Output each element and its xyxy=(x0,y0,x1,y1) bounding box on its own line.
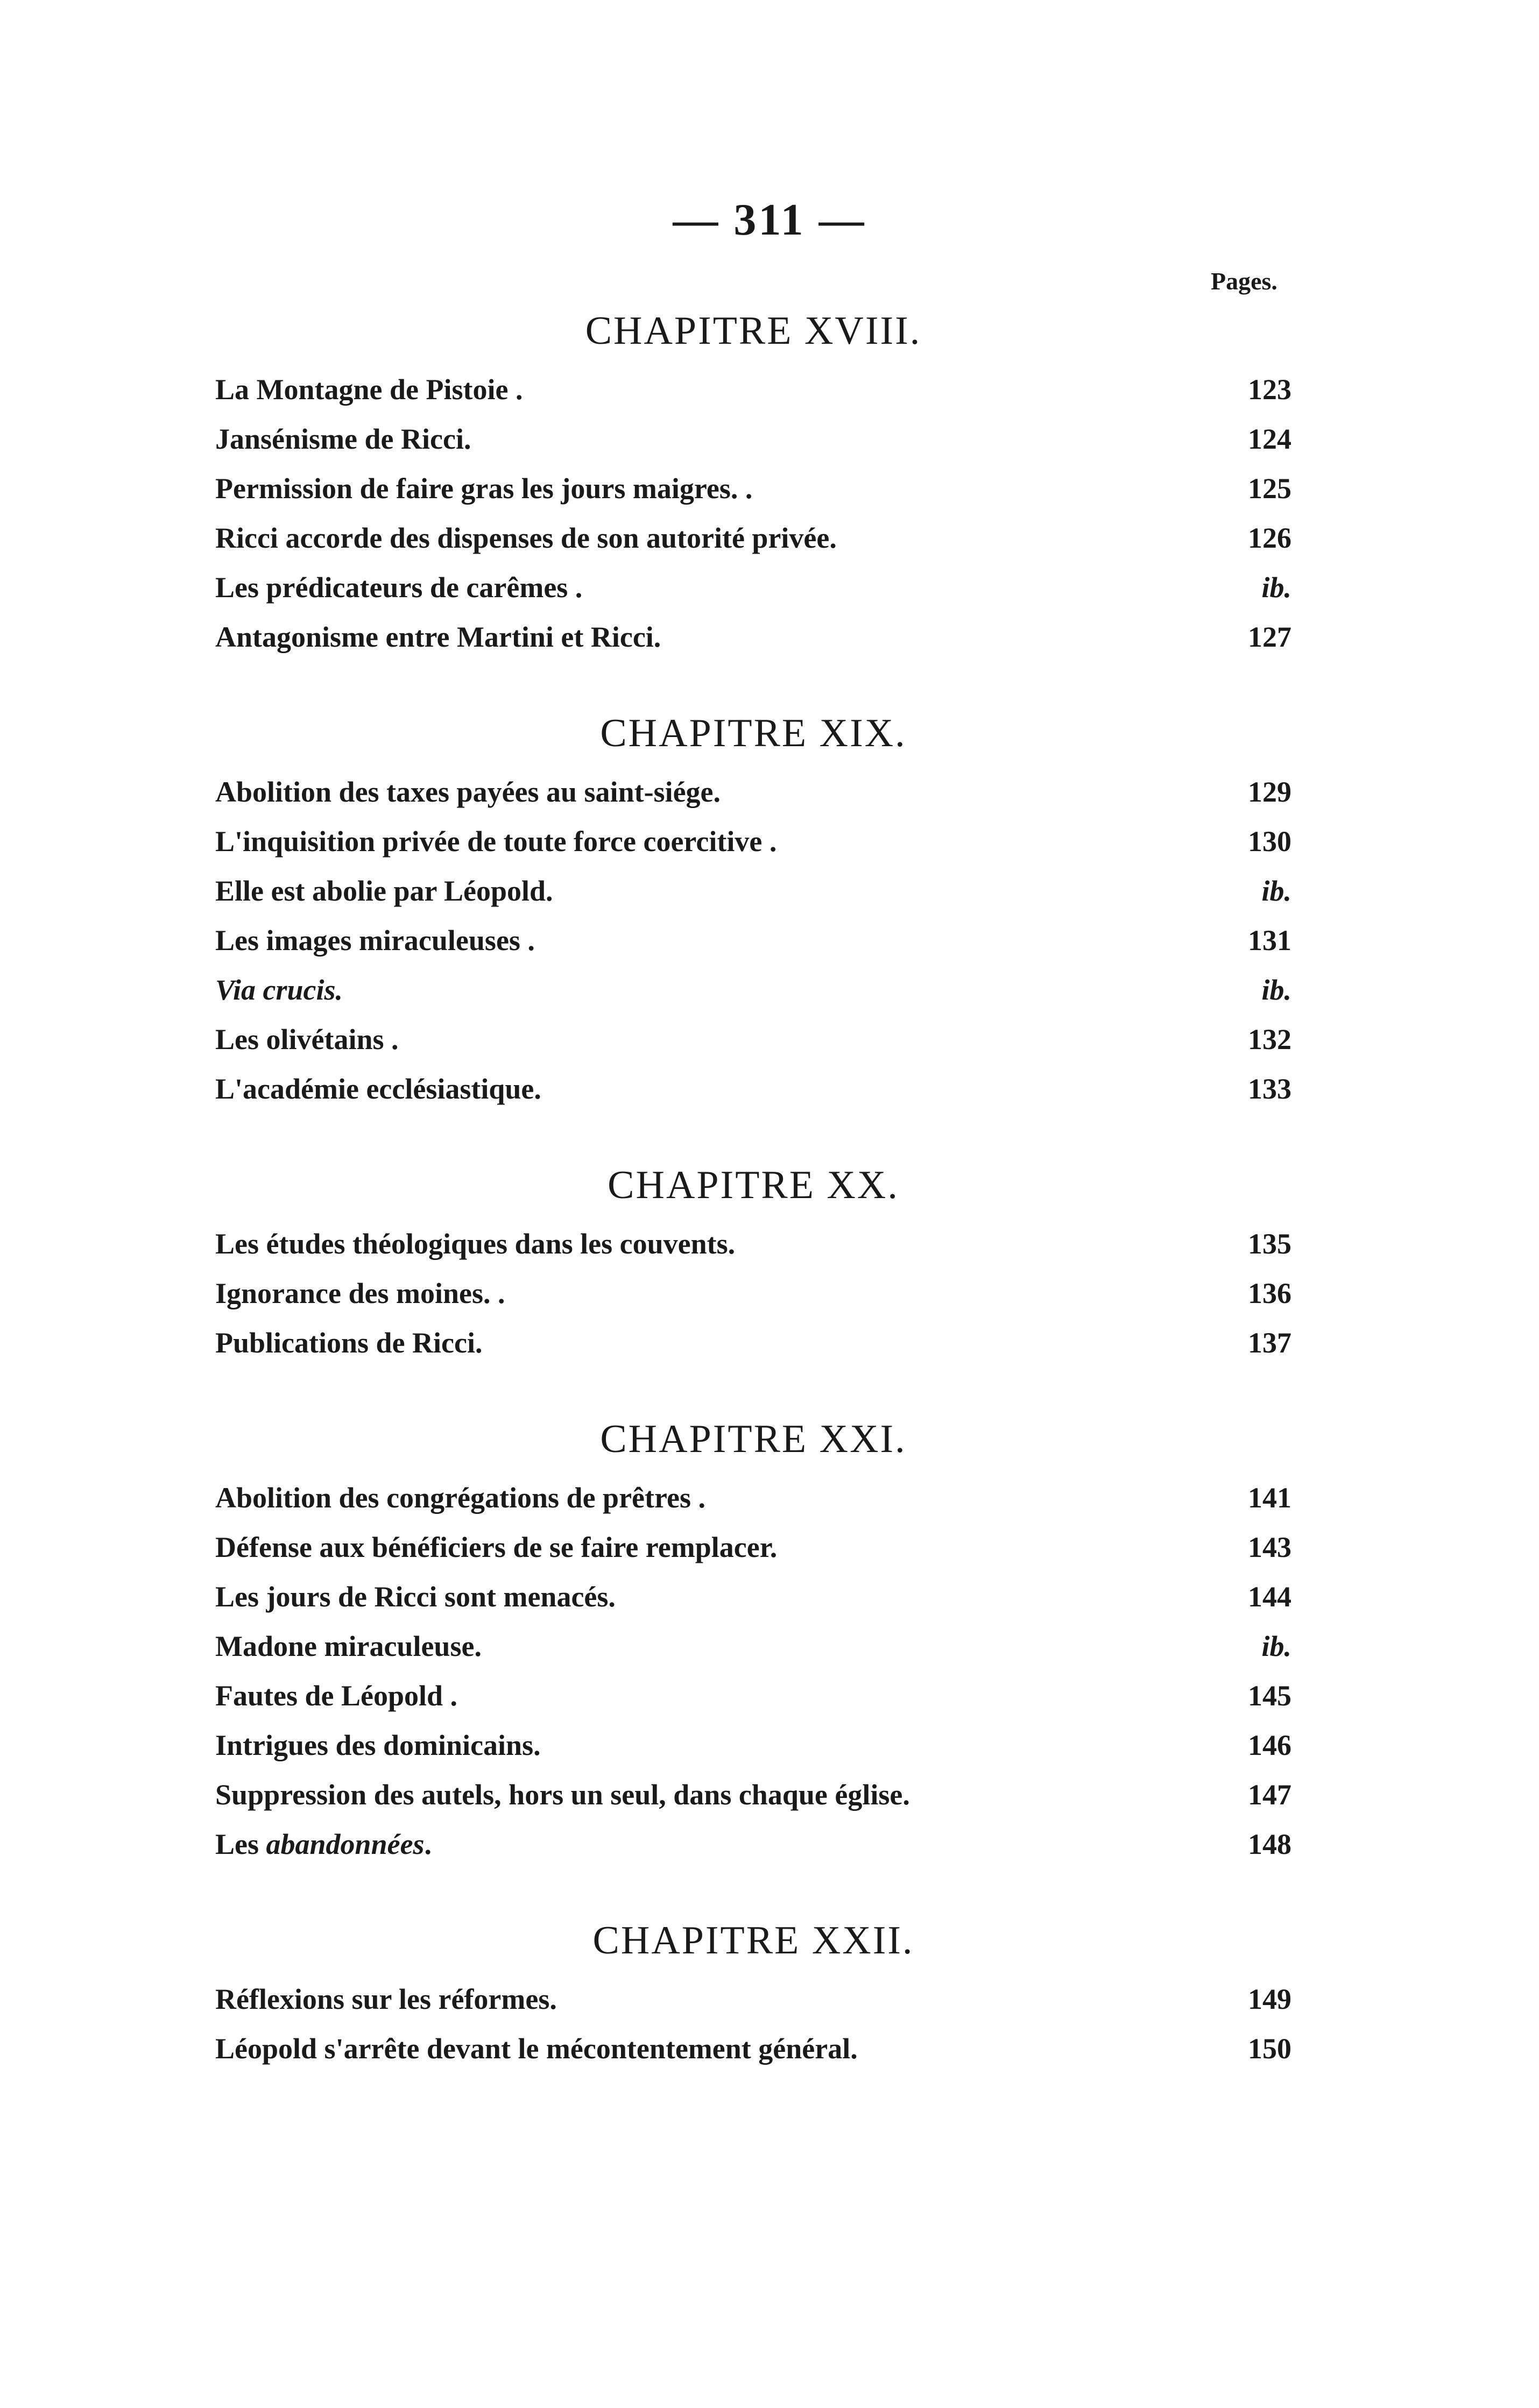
toc-entry xyxy=(215,365,1291,414)
toc-entry xyxy=(215,1219,1291,1269)
entry-title: Jansénisme de Ricci. xyxy=(215,423,471,455)
dot-leader xyxy=(711,1483,1213,1512)
entry-page: 149 xyxy=(1248,1983,1291,2015)
entry-title: L'inquisition privée de toute force coercitive . xyxy=(215,825,777,858)
entry-title: Les jours de Ricci sont menacés. xyxy=(215,1581,616,1613)
toc-entry xyxy=(215,866,1291,916)
entry-title: Ignorance des moines. . xyxy=(215,1277,505,1309)
toc-entry xyxy=(215,464,1291,513)
dot-leader xyxy=(842,523,1213,552)
entry-title: L'académie ecclésiastique. xyxy=(215,1073,541,1105)
toc-entry xyxy=(215,817,1291,866)
entry-page: 126 xyxy=(1248,522,1291,554)
chapter-title: CHAPITRE XXI. xyxy=(600,1417,907,1461)
entry-page: 123 xyxy=(1248,373,1291,406)
pages-column-label: Pages. xyxy=(1211,267,1277,295)
dot-leader xyxy=(547,1074,1213,1103)
dot-leader xyxy=(437,1829,1213,1858)
dot-leader xyxy=(528,374,1213,403)
entry-page: 125 xyxy=(1248,472,1291,505)
entry-title: Les olivétains . xyxy=(215,1023,399,1056)
entry-page: 147 xyxy=(1248,1779,1291,1811)
entry-title: Les prédicateurs de carêmes . xyxy=(215,571,583,604)
toc-entry xyxy=(215,1671,1291,1720)
toc-entry xyxy=(215,563,1291,612)
table-of-contents xyxy=(215,301,1291,2073)
entry-title: Les abandonnées. xyxy=(215,1828,432,1860)
entry-page: 145 xyxy=(1248,1680,1291,1712)
dot-leader xyxy=(666,622,1213,651)
chapter-xxii xyxy=(215,1911,1291,2073)
entry-title: Défense aux bénéficiers de se faire remplacer. xyxy=(215,1531,778,1563)
chapter-title: CHAPITRE XVIII. xyxy=(585,309,922,353)
entry-page: 148 xyxy=(1248,1828,1291,1860)
entry-title: Les études théologiques dans les couvents. xyxy=(215,1228,736,1260)
dot-leader xyxy=(863,2034,1213,2063)
toc-entry xyxy=(215,1318,1291,1368)
entry-page: 150 xyxy=(1248,2032,1291,2065)
entry-title: Léopold s'arrête devant le mécontentement général. xyxy=(215,2032,858,2065)
entry-title: Intrigues des dominicains. xyxy=(215,1729,541,1761)
entry-title: Les images miraculeuses . xyxy=(215,924,535,957)
toc-entry xyxy=(215,965,1291,1015)
dot-leader xyxy=(562,1984,1213,2013)
dot-leader xyxy=(726,777,1213,806)
toc-entry xyxy=(215,1015,1291,1064)
page-number: — 311 — xyxy=(673,195,866,245)
toc-entry xyxy=(215,1819,1291,1869)
dot-leader xyxy=(476,424,1213,453)
entry-page: 136 xyxy=(1248,1277,1291,1309)
toc-entry xyxy=(215,1720,1291,1770)
entry-page: 133 xyxy=(1248,1073,1291,1105)
dot-leader xyxy=(546,1730,1213,1759)
entry-title: Publications de Ricci. xyxy=(215,1327,483,1359)
dot-leader xyxy=(621,1582,1213,1611)
chapter-xx xyxy=(215,1156,1291,1368)
chapter-title: CHAPITRE XIX. xyxy=(600,711,907,755)
entry-title: Suppression des autels, hors un seul, dans chaque église. xyxy=(215,1779,910,1811)
dot-leader xyxy=(740,1229,1213,1258)
toc-entry xyxy=(215,767,1291,817)
chapter-xxi xyxy=(215,1410,1291,1869)
dot-leader xyxy=(463,1681,1213,1710)
toc-entry xyxy=(215,513,1291,563)
entry-page: 124 xyxy=(1248,423,1291,455)
entry-title: Réflexions sur les réformes. xyxy=(215,1983,557,2015)
dot-leader xyxy=(348,975,1213,1004)
chapter-xviii xyxy=(215,301,1291,662)
entry-title: Permission de faire gras les jours maigres. . xyxy=(215,472,753,505)
entry-page: ib. xyxy=(1261,1630,1291,1662)
toc-entry xyxy=(215,1473,1291,1522)
entry-title-italic: Via crucis. xyxy=(215,974,343,1006)
toc-entry xyxy=(215,612,1291,662)
entry-page: 135 xyxy=(1248,1228,1291,1260)
toc-entry xyxy=(215,2024,1291,2073)
entry-page: 132 xyxy=(1248,1023,1291,1056)
toc-entry xyxy=(215,1770,1291,1819)
toc-entry xyxy=(215,1572,1291,1621)
toc-entry xyxy=(215,916,1291,965)
entry-title xyxy=(215,965,348,1015)
toc-entry xyxy=(215,414,1291,464)
toc-entry xyxy=(215,1974,1291,2024)
entry-title: Abolition des taxes payées au saint-siége. xyxy=(215,776,721,808)
dot-leader xyxy=(782,826,1213,855)
entry-title-italic: abandonnées xyxy=(266,1828,425,1860)
entry-page: ib. xyxy=(1261,571,1291,604)
toc-entry xyxy=(215,1269,1291,1318)
entry-title: Antagonisme entre Martini et Ricci. xyxy=(215,621,661,653)
dot-leader xyxy=(915,1780,1213,1809)
dot-leader xyxy=(488,1328,1213,1357)
entry-page: 141 xyxy=(1248,1482,1291,1514)
entry-title: La Montagne de Pistoie . xyxy=(215,373,523,406)
entry-page: ib. xyxy=(1261,974,1291,1006)
toc-entry xyxy=(215,1522,1291,1572)
dot-leader xyxy=(559,876,1213,905)
toc-entry xyxy=(215,1064,1291,1114)
dot-leader xyxy=(588,572,1213,601)
entry-page: 129 xyxy=(1248,776,1291,808)
entry-page: 143 xyxy=(1248,1531,1291,1563)
entry-page: ib. xyxy=(1261,875,1291,907)
dot-leader xyxy=(511,1278,1213,1307)
entry-title: Elle est abolie par Léopold. xyxy=(215,875,553,907)
toc-entry xyxy=(215,1621,1291,1671)
dot-leader xyxy=(404,1024,1213,1053)
entry-title: Ricci accorde des dispenses de son autorité privée. xyxy=(215,522,837,554)
chapter-xix xyxy=(215,704,1291,1114)
entry-page: 131 xyxy=(1248,924,1291,957)
entry-page: 144 xyxy=(1248,1581,1291,1613)
entry-title: Fautes de Léopold . xyxy=(215,1680,458,1712)
entry-page: 146 xyxy=(1248,1729,1291,1761)
chapter-title: CHAPITRE XX. xyxy=(608,1163,899,1207)
dot-leader xyxy=(540,925,1213,954)
dot-leader xyxy=(487,1631,1213,1660)
entry-page: 127 xyxy=(1248,621,1291,653)
entry-page: 130 xyxy=(1248,825,1291,858)
chapter-title: CHAPITRE XXII. xyxy=(592,1918,914,1963)
entry-page: 137 xyxy=(1248,1327,1291,1359)
dot-leader xyxy=(758,473,1213,502)
dot-leader xyxy=(782,1532,1213,1561)
entry-title: Madone miraculeuse. xyxy=(215,1630,482,1662)
entry-title: Abolition des congrégations de prêtres . xyxy=(215,1482,705,1514)
